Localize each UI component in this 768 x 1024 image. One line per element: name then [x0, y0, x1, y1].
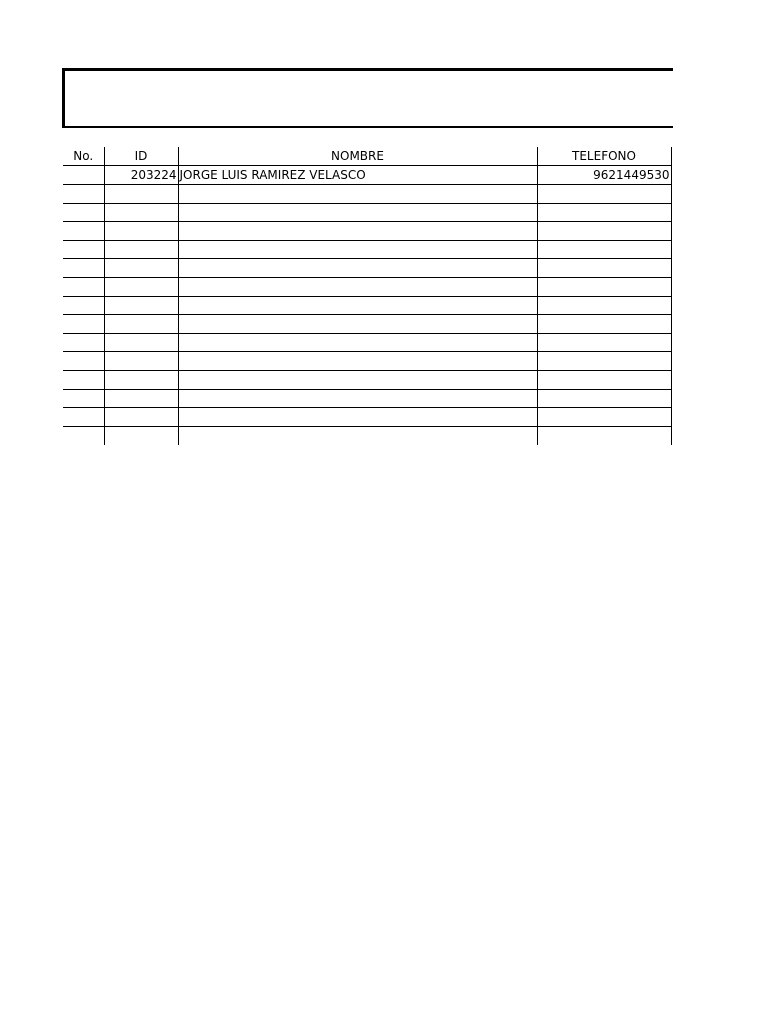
- cell-nombre[interactable]: [178, 185, 537, 204]
- cell-no[interactable]: [63, 389, 104, 408]
- cell-telefono[interactable]: [537, 315, 671, 334]
- table-row: [63, 278, 671, 297]
- table-row: [63, 203, 671, 222]
- header-telefono: TELEFONO: [537, 147, 671, 166]
- cell-id[interactable]: [104, 278, 178, 297]
- cell-nombre[interactable]: [178, 333, 537, 352]
- table-row: [63, 315, 671, 334]
- cell-nombre[interactable]: [178, 278, 537, 297]
- cell-telefono[interactable]: [537, 222, 671, 241]
- table-row: [63, 352, 671, 371]
- cell-no[interactable]: [63, 408, 104, 427]
- cell-no[interactable]: [63, 259, 104, 278]
- cell-nombre[interactable]: JORGE LUIS RAMIREZ VELASCO: [178, 166, 537, 185]
- cell-no[interactable]: [63, 426, 104, 445]
- cell-telefono[interactable]: 9621449530: [537, 166, 671, 185]
- cell-nombre[interactable]: [178, 222, 537, 241]
- header-nombre: NOMBRE: [178, 147, 537, 166]
- cell-no[interactable]: [63, 278, 104, 297]
- cell-nombre[interactable]: [178, 259, 537, 278]
- cell-telefono[interactable]: [537, 185, 671, 204]
- cell-nombre[interactable]: [178, 296, 537, 315]
- cell-id[interactable]: [104, 352, 178, 371]
- cell-telefono[interactable]: [537, 240, 671, 259]
- cell-nombre[interactable]: [178, 203, 537, 222]
- cell-no[interactable]: [63, 203, 104, 222]
- cell-no[interactable]: [63, 166, 104, 185]
- cell-telefono[interactable]: [537, 296, 671, 315]
- cell-telefono[interactable]: [537, 426, 671, 445]
- cell-id[interactable]: [104, 408, 178, 427]
- table-row: [63, 426, 671, 445]
- cell-no[interactable]: [63, 333, 104, 352]
- table-row: [63, 389, 671, 408]
- table-row: [63, 296, 671, 315]
- cell-telefono[interactable]: [537, 352, 671, 371]
- cell-telefono[interactable]: [537, 408, 671, 427]
- cell-id[interactable]: [104, 259, 178, 278]
- contact-table: [63, 147, 672, 445]
- cell-id[interactable]: [104, 389, 178, 408]
- cell-telefono[interactable]: [537, 371, 671, 390]
- table-row: [63, 222, 671, 241]
- title-box: [62, 68, 673, 128]
- cell-id[interactable]: [104, 371, 178, 390]
- table-row: [63, 259, 671, 278]
- cell-telefono[interactable]: [537, 278, 671, 297]
- cell-nombre[interactable]: [178, 426, 537, 445]
- cell-nombre[interactable]: [178, 315, 537, 334]
- header-id: ID: [104, 147, 178, 166]
- cell-id[interactable]: [104, 240, 178, 259]
- cell-id[interactable]: [104, 185, 178, 204]
- cell-no[interactable]: [63, 371, 104, 390]
- cell-no[interactable]: [63, 296, 104, 315]
- cell-no[interactable]: [63, 222, 104, 241]
- cell-id[interactable]: [104, 315, 178, 334]
- cell-id[interactable]: [104, 296, 178, 315]
- cell-no[interactable]: [63, 240, 104, 259]
- cell-no[interactable]: [63, 315, 104, 334]
- table-row: [63, 166, 671, 185]
- table-row: [63, 240, 671, 259]
- cell-nombre[interactable]: [178, 371, 537, 390]
- cell-telefono[interactable]: [537, 203, 671, 222]
- table-row: [63, 371, 671, 390]
- cell-telefono[interactable]: [537, 389, 671, 408]
- cell-nombre[interactable]: [178, 408, 537, 427]
- cell-no[interactable]: [63, 185, 104, 204]
- table-row: [63, 333, 671, 352]
- table-row: [63, 185, 671, 204]
- cell-nombre[interactable]: [178, 389, 537, 408]
- cell-id[interactable]: [104, 222, 178, 241]
- header-no: No.: [63, 147, 104, 166]
- cell-nombre[interactable]: [178, 352, 537, 371]
- table-row: [63, 408, 671, 427]
- cell-id[interactable]: 203224: [104, 166, 178, 185]
- cell-id[interactable]: [104, 203, 178, 222]
- cell-telefono[interactable]: [537, 333, 671, 352]
- cell-telefono[interactable]: [537, 259, 671, 278]
- header-row: [63, 147, 671, 166]
- cell-id[interactable]: [104, 426, 178, 445]
- cell-no[interactable]: [63, 352, 104, 371]
- cell-id[interactable]: [104, 333, 178, 352]
- cell-nombre[interactable]: [178, 240, 537, 259]
